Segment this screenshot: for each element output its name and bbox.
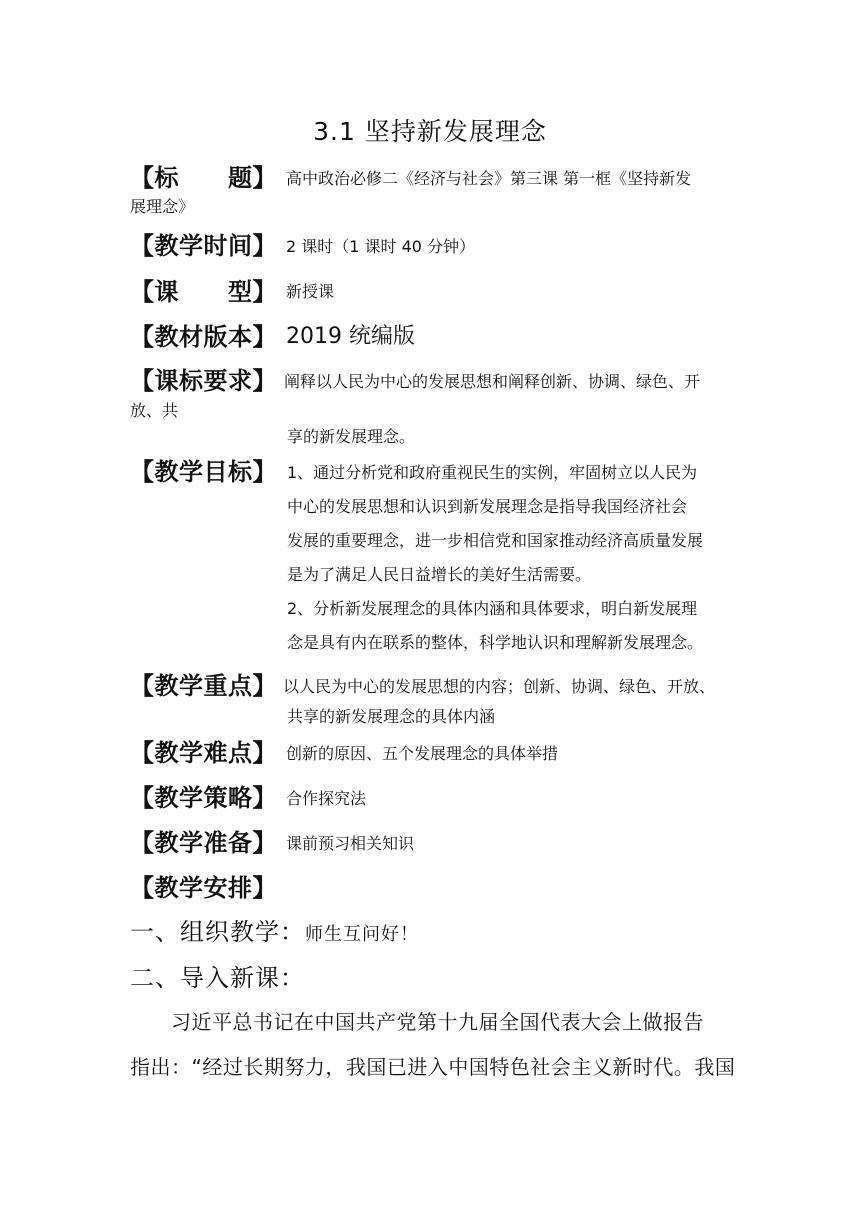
goal-line: 2、分析新发展理念的具体内涵和具体要求，明白新发展理 xyxy=(287,599,698,618)
goal-line: 发展的重要理念，进一步相信党和国家推动经济高质量发展 xyxy=(287,531,704,550)
goal-label: 【教学目标】 xyxy=(130,458,277,486)
section-organize-text: 师生互问好！ xyxy=(305,924,419,945)
title-value-line-2: 展理念》 xyxy=(130,197,195,216)
goal-line: 是为了满足人民日益增长的美好生活需要。 xyxy=(287,565,592,584)
type-value: 新授课 xyxy=(286,282,335,301)
prep-value: 课前预习相关知识 xyxy=(286,834,415,853)
type-label: 【课 型】 xyxy=(130,278,277,306)
difficulty-label: 【教学难点】 xyxy=(130,739,277,767)
time-value: 2 课时（1 课时 40 分钟） xyxy=(286,237,476,256)
time-label: 【教学时间】 xyxy=(130,232,277,260)
paragraph-line-2: 指出：“经过长期努力，我国已进入中国特色社会主义新时代。我国 xyxy=(130,1055,736,1079)
standard-label: 【课标要求】 xyxy=(130,367,277,395)
section-intro-heading: 二、导入新课： xyxy=(130,964,305,992)
title-label: 【标 题】 xyxy=(130,164,277,192)
goal-line: 1、通过分析党和政府重视民生的实例，牢固树立以人民为 xyxy=(287,463,698,482)
edition-label: 【教材版本】 xyxy=(130,323,277,351)
strategy-value: 合作探究法 xyxy=(286,789,367,808)
edition-value: 2019 统编版 xyxy=(286,324,415,349)
document-title: 3.1 坚持新发展理念 xyxy=(313,117,547,146)
difficulty-value: 创新的原因、五个发展理念的具体举措 xyxy=(286,744,559,763)
goal-line: 中心的发展思想和认识到新发展理念是指导我国经济社会 xyxy=(287,497,688,516)
section-organize-heading: 一、组织教学： xyxy=(130,918,305,946)
standard-value-line-2: 放、共 xyxy=(130,401,179,420)
standard-value-line-1: 阐释以人民为中心的发展思想和阐释创新、协调、绿色、开 xyxy=(284,372,701,391)
arrange-label: 【教学安排】 xyxy=(130,874,277,902)
paragraph-line-1: 习近平总书记在中国共产党第十九届全国代表大会上做报告 xyxy=(130,1010,704,1034)
prep-label: 【教学准备】 xyxy=(130,829,277,857)
key-value-line-1: 以人民为中心的发展思想的内容；创新、协调、绿色、开放、 xyxy=(283,677,716,696)
standard-value-line-3: 享的新发展理念。 xyxy=(287,427,416,446)
key-label: 【教学重点】 xyxy=(130,672,277,700)
strategy-label: 【教学策略】 xyxy=(130,784,277,812)
title-value-line-1: 高中政治必修二《经济与社会》第三课 第一框《坚持新发 xyxy=(286,169,692,188)
goal-line: 念是具有内在联系的整体，科学地认识和理解新发展理念。 xyxy=(287,633,704,652)
section-organize xyxy=(130,912,419,947)
key-value-line-2: 共享的新发展理念的具体内涵 xyxy=(287,707,496,726)
